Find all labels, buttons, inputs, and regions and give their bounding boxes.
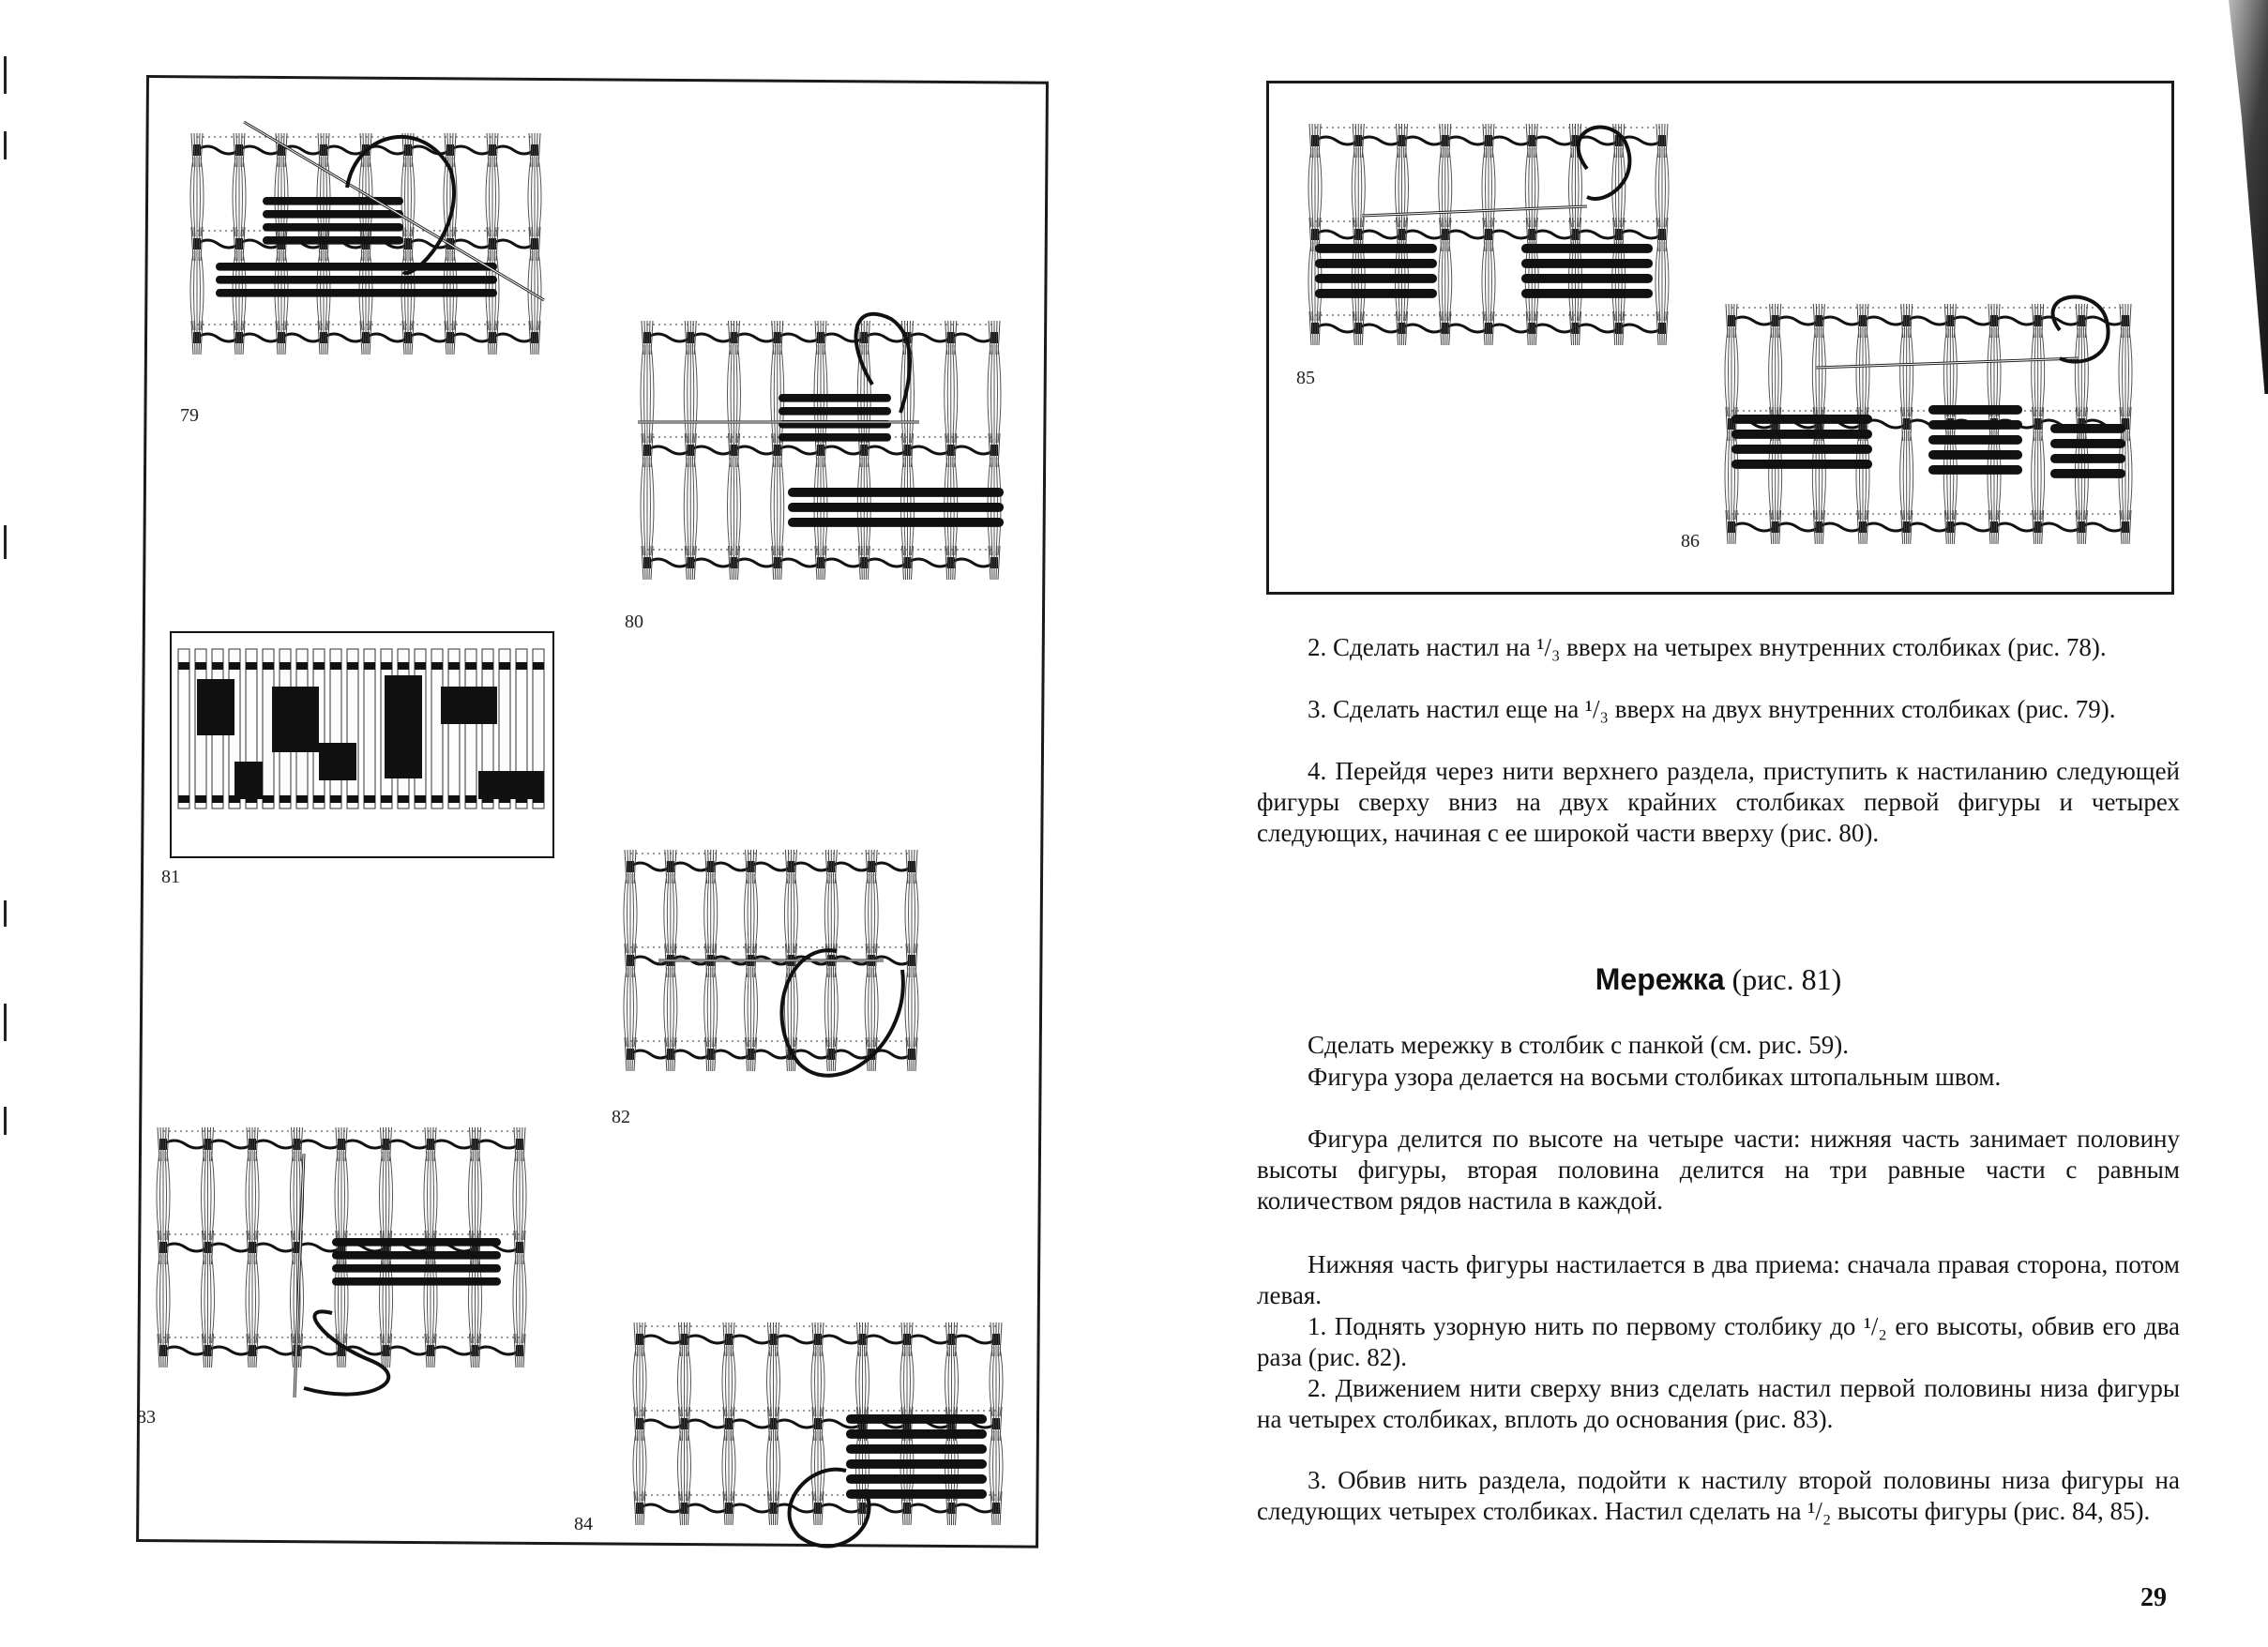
scan-edge-mark bbox=[4, 131, 7, 159]
figure-80 bbox=[638, 310, 1013, 600]
figure-83 bbox=[154, 1097, 538, 1407]
figure-79 bbox=[188, 113, 563, 394]
figure-label: 83 bbox=[137, 1407, 156, 1428]
scan-edge-mark bbox=[4, 56, 7, 94]
heading-figure-ref: (рис. 81) bbox=[1724, 962, 1842, 996]
paragraph-step-2: 2. Сделать настил на ¹/₃ вверх на четырех внутренних столбиках (рис. 78). bbox=[1308, 633, 2107, 661]
figure-label: 84 bbox=[574, 1514, 593, 1534]
page-number: 29 bbox=[2140, 1583, 2167, 1612]
figure-81 bbox=[169, 630, 555, 859]
paragraph-step-3b: 3. Обвив нить раздела, подойти к настилу второй половины низа фигуры на следующих четырех столбиках. Настил сделать на ¹/₂ высоты фигуры (рис. 84, 85). bbox=[1257, 1466, 2180, 1525]
scan-binding-shadow bbox=[2202, 0, 2268, 394]
paragraph-lower-part: Нижняя часть фигуры настилается в два приема: сначала правая сторона, потом левая. bbox=[1257, 1250, 2180, 1309]
paragraph-step-1b: 1. Поднять узорную нить по первому столбику до ¹/₂ его высоты, обвив его два раза (рис. 82). bbox=[1257, 1312, 2180, 1371]
figure-label: 86 bbox=[1681, 531, 1700, 552]
scan-edge-mark bbox=[4, 525, 7, 559]
paragraph-parts: Фигура делится по высоте на четыре части: нижняя часть занимает половину высоты фигуры, вторая половина делится на три равные части с равным количеством рядов настила в каждой. bbox=[1257, 1125, 2180, 1215]
paragraph-step-2b: 2. Движением нити сверху вниз сделать настил первой половины низа фигуры на четырех столбиках, вплоть до основания (рис. 83). bbox=[1257, 1374, 2180, 1433]
figure-85 bbox=[1306, 113, 1681, 356]
figure-label: 81 bbox=[161, 867, 180, 887]
figure-label: 79 bbox=[180, 405, 199, 426]
section-heading bbox=[1257, 962, 2180, 997]
paragraph-intro: Сделать мережку в столбик с панкой (см. рис. 59). bbox=[1308, 1031, 1849, 1059]
figure-label: 82 bbox=[612, 1107, 630, 1127]
figure-label: 85 bbox=[1296, 368, 1315, 388]
scan-edge-mark bbox=[4, 1004, 7, 1041]
figure-84 bbox=[630, 1302, 1005, 1555]
heading-title: Мережка bbox=[1595, 962, 1725, 996]
paragraph-step-4: 4. Перейдя через нити верхнего раздела, приступить к настиланию следующей фигуры сверху вниз на двух крайних столбиках первой фигуры и четырех следующих, начиная с ее широкой части вверху (рис. 80). bbox=[1257, 757, 2180, 847]
paragraph-pattern: Фигура узора делается на восьми столбиках штопальным швом. bbox=[1308, 1063, 2002, 1091]
scan-edge-mark bbox=[4, 1107, 7, 1135]
scan-edge-mark bbox=[4, 900, 7, 927]
paragraph-step-3: 3. Сделать настил еще на ¹/₃ вверх на двух внутренних столбиках (рис. 79). bbox=[1308, 695, 2116, 723]
figure-86 bbox=[1722, 293, 2135, 561]
figure-label: 80 bbox=[625, 612, 643, 632]
figure-82 bbox=[621, 829, 930, 1101]
